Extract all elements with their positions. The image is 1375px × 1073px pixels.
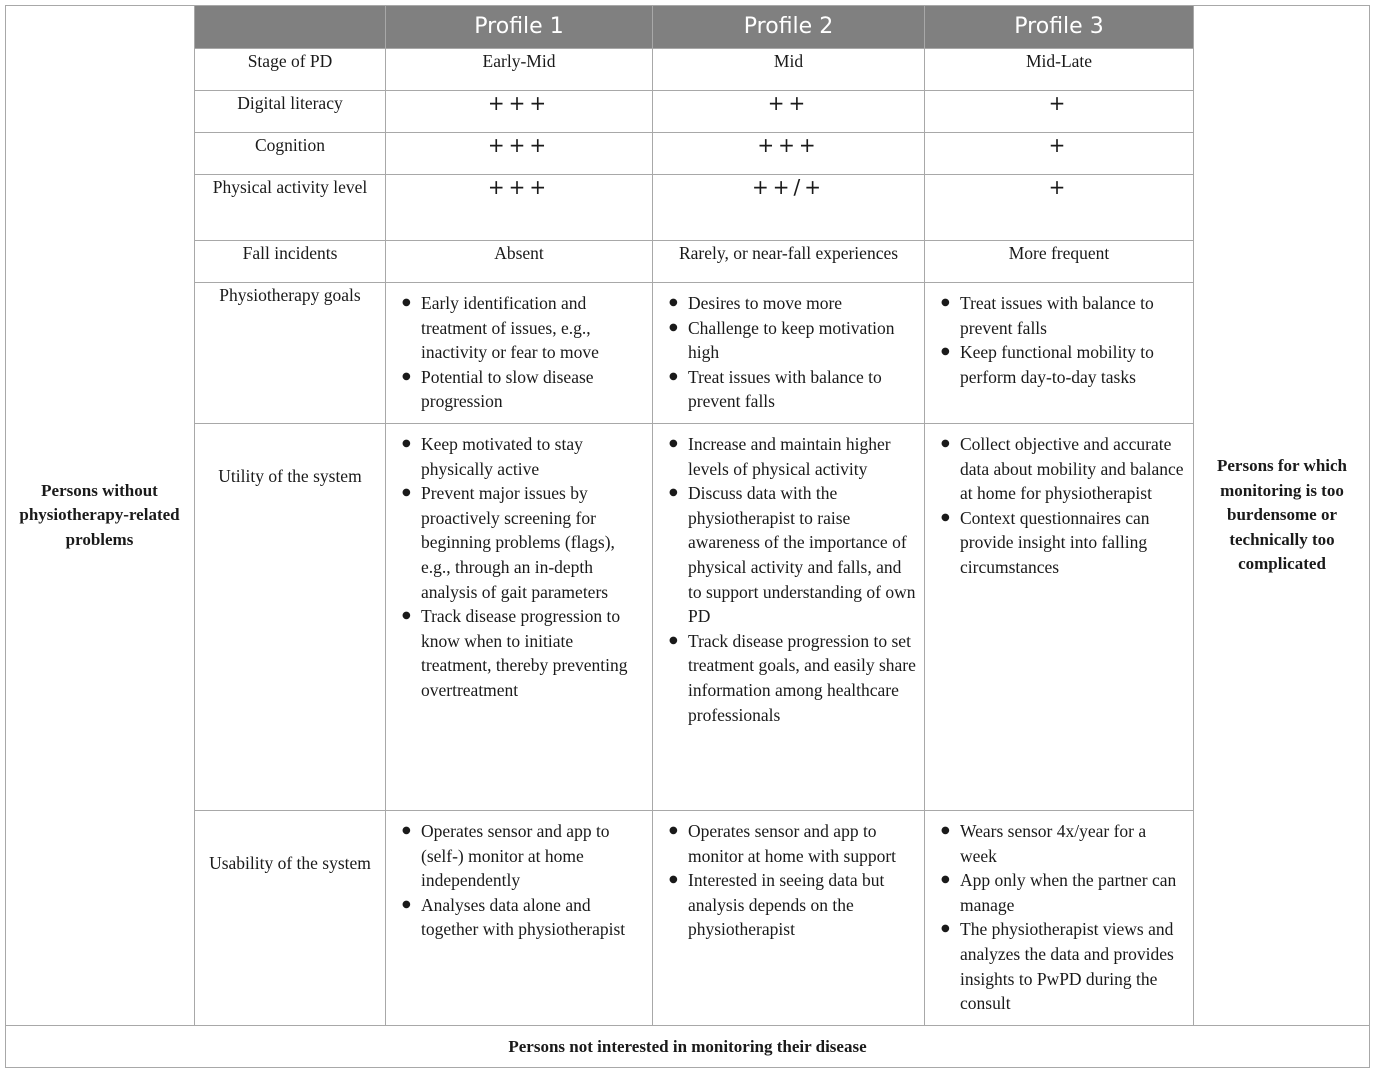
cell-profile-2 bbox=[653, 424, 925, 811]
rating-profile-2: +++ bbox=[757, 133, 820, 157]
row-label: Physiotherapy goals bbox=[195, 283, 386, 424]
cell-profile-3 bbox=[925, 283, 1194, 424]
bullet-item: ● Treat issues with balance to prevent falls bbox=[941, 291, 1185, 340]
bullet-item: ● Collect objective and accurate data about mobility and balance at home for physiotherapist bbox=[941, 432, 1185, 506]
cell-profile-1 bbox=[386, 811, 653, 1026]
bullet-item: ● Operates sensor and app to (self-) monitor at home independently bbox=[402, 819, 644, 893]
bullet-item: ● Operates sensor and app to monitor at home with support bbox=[669, 819, 916, 868]
bullet-item: ● Prevent major issues by proactively screening for beginning problems (flags), e.g., through an in-depth analysis of gait parameters bbox=[402, 481, 644, 604]
cell-profile-3: Mid-Late bbox=[925, 49, 1194, 91]
bullet-item: ● Discuss data with the physiotherapist to raise awareness of the importance of physical activity and falls, and to support understanding of own PD bbox=[669, 481, 916, 629]
row-physical-activity bbox=[195, 175, 1194, 241]
bullet-item: ● Track disease progression to know when to initiate treatment, thereby preventing overtreatment bbox=[402, 604, 644, 702]
left-group-text: Persons without physiotherapy-related problems bbox=[19, 480, 180, 549]
cell-profile-2: Rarely, or near-fall experiences bbox=[653, 241, 925, 283]
left-group-label bbox=[5, 5, 195, 1026]
row-label: Cognition bbox=[195, 133, 386, 175]
bullet-item: ● Keep functional mobility to perform day-to-day tasks bbox=[941, 340, 1185, 389]
cell-profile-1: Absent bbox=[386, 241, 653, 283]
bullet-item: ● Track disease progression to set treatment goals, and easily share information among healthcare professionals bbox=[669, 629, 916, 727]
cell-profile-2 bbox=[653, 811, 925, 1026]
row-physiotherapy-goals bbox=[195, 283, 1194, 424]
row-label: Stage of PD bbox=[195, 49, 386, 91]
bottom-group-text: Persons not interested in monitoring their disease bbox=[508, 1037, 867, 1056]
bottom-group-label bbox=[5, 1025, 1370, 1068]
cell-profile-3: More frequent bbox=[925, 241, 1194, 283]
row-cognition bbox=[195, 133, 1194, 175]
right-group-text: Persons for which monitoring is too burdensome or technically too complicated bbox=[1216, 456, 1347, 574]
header-row bbox=[195, 6, 1194, 49]
bullet-item: ● Challenge to keep motivation high bbox=[669, 316, 916, 365]
cell-profile-1 bbox=[386, 283, 653, 424]
rating-profile-1: +++ bbox=[487, 91, 551, 115]
row-label: Usability of the system bbox=[195, 811, 386, 1026]
bullet-item: ● Treat issues with balance to prevent falls bbox=[669, 365, 916, 414]
row-usability bbox=[195, 811, 1194, 1026]
bullet-item: ● Context questionnaires can provide insight into falling circumstances bbox=[941, 506, 1185, 580]
bullet-item: ● The physiotherapist views and analyzes the data and provides insights to PwPD during the consult bbox=[941, 917, 1185, 1015]
header-profile-2: Profile 2 bbox=[653, 6, 925, 49]
header-profile-3: Profile 3 bbox=[925, 6, 1194, 49]
bullet-item: ● Keep motivated to stay physically active bbox=[402, 432, 644, 481]
right-group-label bbox=[1193, 5, 1370, 1026]
rating-profile-2: ++ bbox=[767, 91, 810, 115]
row-label: Physical activity level bbox=[195, 175, 386, 241]
header-blank bbox=[195, 6, 386, 49]
cell-profile-2: Mid bbox=[653, 49, 925, 91]
row-fall-incidents bbox=[195, 241, 1194, 283]
bullet-item: ● App only when the partner can manage bbox=[941, 868, 1185, 917]
row-label: Digital literacy bbox=[195, 91, 386, 133]
bullet-item: ● Interested in seeing data but analysis depends on the physiotherapist bbox=[669, 868, 916, 942]
cell-profile-3 bbox=[925, 424, 1194, 811]
rating-profile-3: + bbox=[1048, 91, 1070, 115]
bullet-item: ● Desires to move more bbox=[669, 291, 916, 316]
rating-profile-1: +++ bbox=[487, 133, 551, 157]
cell-profile-1: Early-Mid bbox=[386, 49, 653, 91]
bullet-item: ● Increase and maintain higher levels of physical activity bbox=[669, 432, 916, 481]
profiles-table bbox=[194, 5, 1194, 1026]
bullet-item: ● Wears sensor 4x/year for a week bbox=[941, 819, 1185, 868]
row-label: Utility of the system bbox=[195, 424, 386, 811]
bullet-item: ● Analyses data alone and together with physiotherapist bbox=[402, 893, 644, 942]
rating-profile-1: +++ bbox=[487, 175, 551, 199]
rating-profile-2: ++/+ bbox=[751, 175, 825, 199]
bullet-item: ● Potential to slow disease progression bbox=[402, 365, 644, 414]
row-utility bbox=[195, 424, 1194, 811]
bullet-item: ● Early identification and treatment of issues, e.g., inactivity or fear to move bbox=[402, 291, 644, 365]
rating-profile-3: + bbox=[1048, 175, 1070, 199]
cell-profile-2 bbox=[653, 283, 925, 424]
cell-profile-1 bbox=[386, 424, 653, 811]
row-label: Fall incidents bbox=[195, 241, 386, 283]
header-profile-1: Profile 1 bbox=[386, 6, 653, 49]
rating-profile-3: + bbox=[1048, 133, 1070, 157]
row-digital-literacy bbox=[195, 91, 1194, 133]
cell-profile-3 bbox=[925, 811, 1194, 1026]
row-stage bbox=[195, 49, 1194, 91]
